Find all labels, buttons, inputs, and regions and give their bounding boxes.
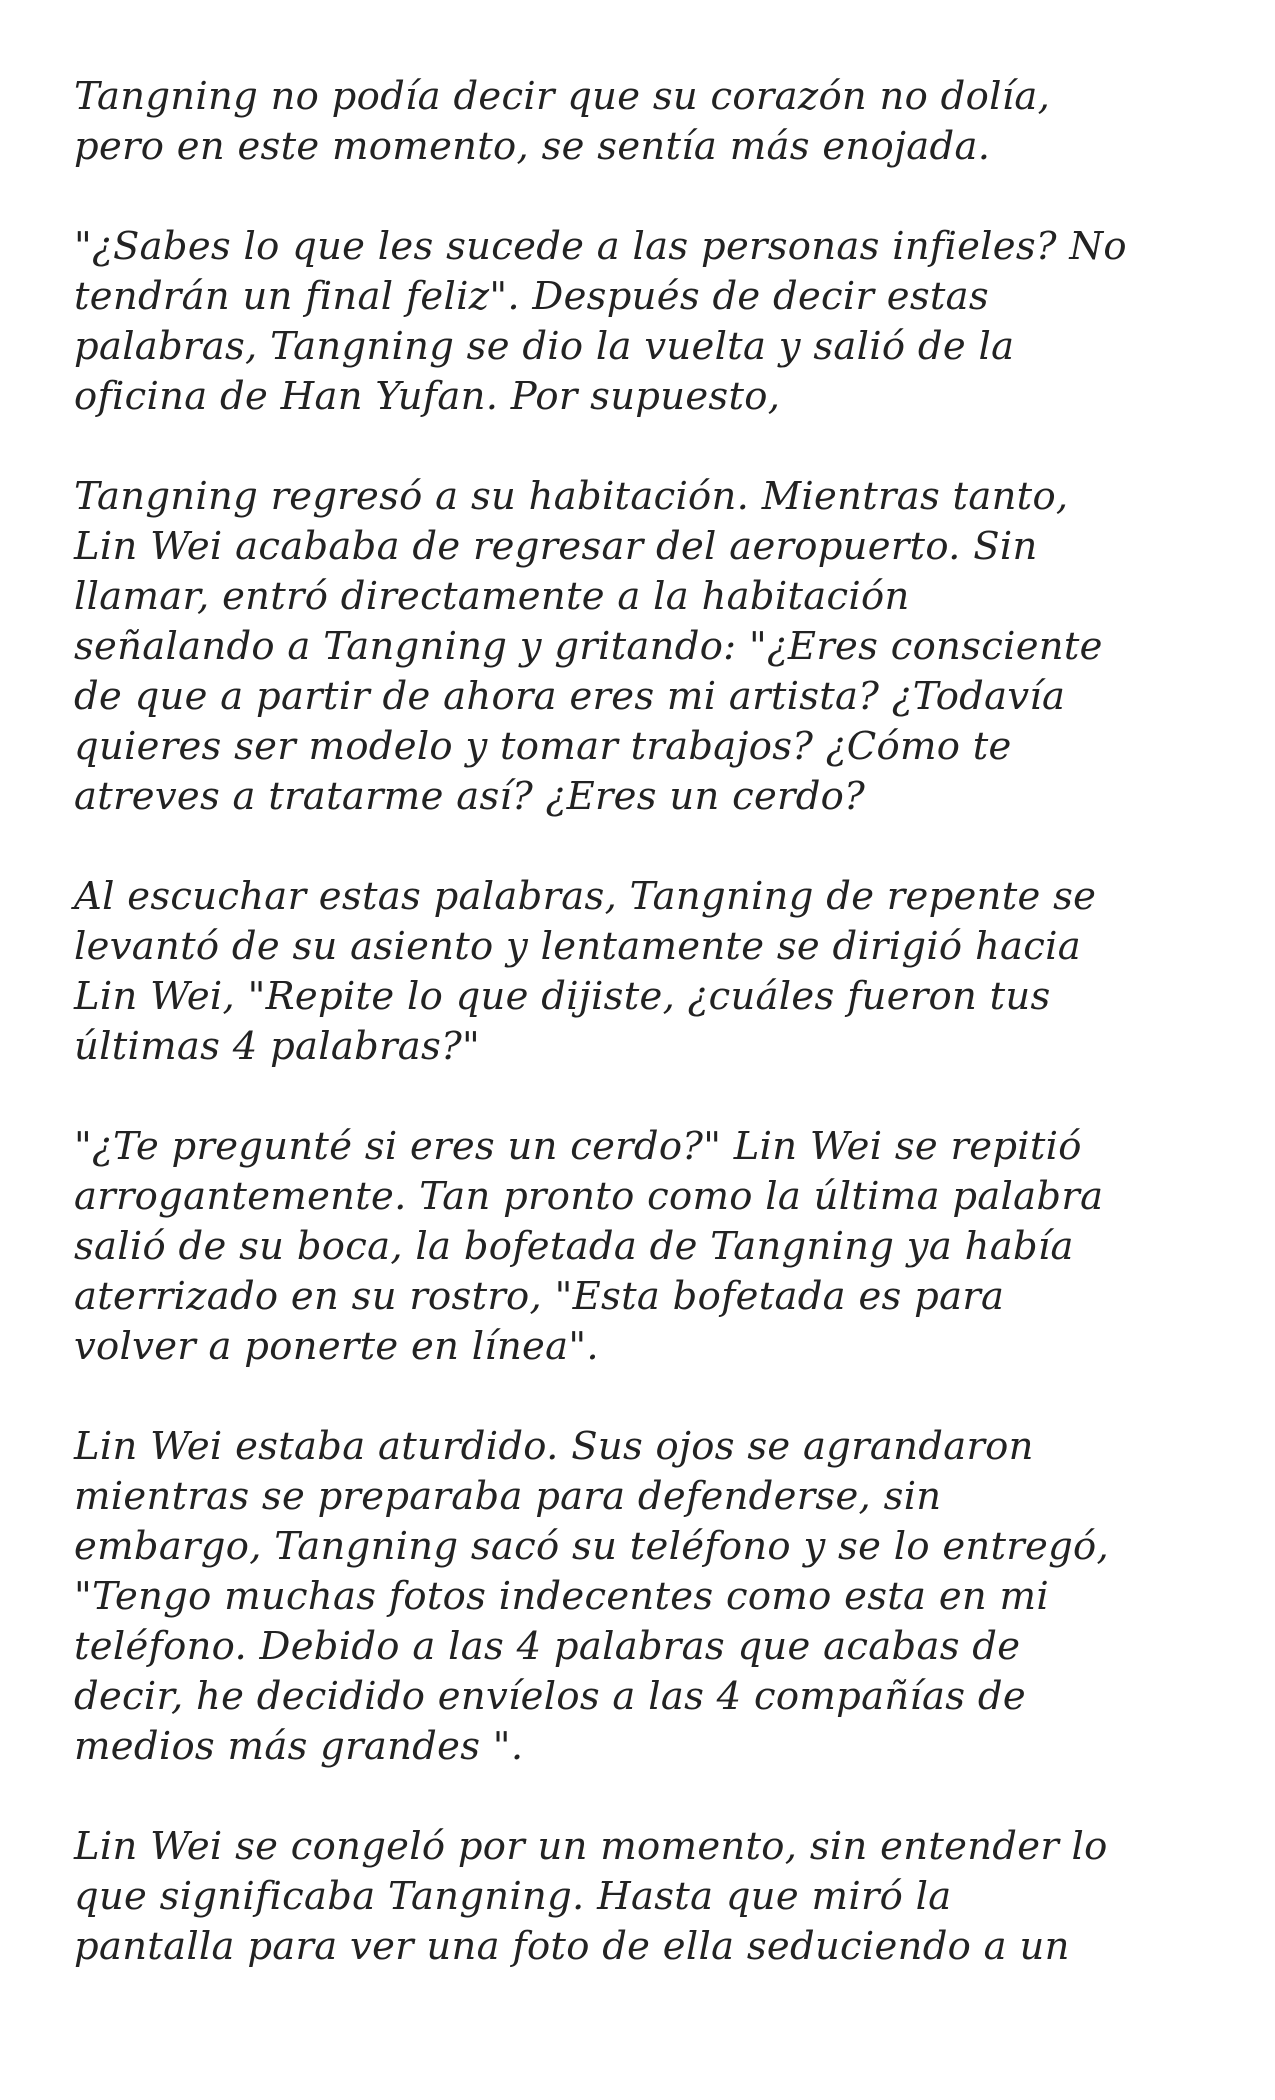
text-line: aterrizado en su rostro, "Esta bofetada es para: [74, 1274, 1005, 1319]
paragraph: [74, 1122, 1224, 1372]
text-line: pantalla para ver una foto de ella seduciendo a un: [74, 1924, 1070, 1969]
text-line: arrogantemente. Tan pronto como la última palabra: [74, 1174, 1104, 1219]
paragraph: [74, 472, 1224, 822]
text-line: medios más grandes ".: [74, 1724, 524, 1769]
text-line: señalando a Tangning y gritando: "¿Eres consciente: [74, 624, 1103, 669]
text-line: de que a partir de ahora eres mi artista? ¿Todavía: [74, 674, 1066, 719]
text-line: Tangning regresó a su habitación. Mientras tanto,: [74, 474, 1069, 519]
text-line: embargo, Tangning sacó su teléfono y se lo entregó,: [74, 1524, 1110, 1569]
text-line: palabras, Tangning se dio la vuelta y salió de la: [74, 324, 1015, 369]
document-body: [74, 72, 1224, 2022]
text-line: mientras se preparaba para defenderse, sin: [74, 1474, 942, 1519]
paragraph: [74, 222, 1224, 422]
text-line: pero en este momento, se sentía más enojada.: [74, 124, 991, 169]
text-line: volver a ponerte en línea".: [74, 1324, 599, 1369]
text-line: Al escuchar estas palabras, Tangning de repente se: [74, 874, 1097, 919]
text-line: tendrán un final feliz". Después de decir estas: [74, 274, 989, 319]
text-line: Lin Wei se congeló por un momento, sin entender lo: [74, 1824, 1108, 1869]
text-line: atreves a tratarme así? ¿Eres un cerdo?: [74, 774, 866, 819]
text-line: "¿Sabes lo que les sucede a las personas infieles? No: [74, 224, 1127, 269]
text-line: decir, he decidido envíelos a las 4 compañías de: [74, 1674, 1026, 1719]
paragraph: [74, 1422, 1224, 1772]
text-line: que significaba Tangning. Hasta que miró la: [74, 1874, 952, 1919]
text-line: últimas 4 palabras?": [74, 1024, 481, 1069]
text-line: Lin Wei estaba aturdido. Sus ojos se agrandaron: [74, 1424, 1034, 1469]
text-line: Lin Wei acababa de regresar del aeropuerto. Sin: [74, 524, 1038, 569]
text-line: quieres ser modelo y tomar trabajos? ¿Cómo te: [74, 724, 1012, 769]
text-line: salió de su boca, la bofetada de Tangning ya había: [74, 1224, 1074, 1269]
text-line: llamar, entró directamente a la habitación: [74, 574, 910, 619]
paragraph: [74, 872, 1224, 1072]
text-line: teléfono. Debido a las 4 palabras que acabas de: [74, 1624, 1021, 1669]
text-line: Tangning no podía decir que su corazón no dolía,: [74, 74, 1051, 119]
text-line: oficina de Han Yufan. Por supuesto,: [74, 374, 781, 419]
text-line: Lin Wei, "Repite lo que dijiste, ¿cuáles fueron tus: [74, 974, 1051, 1019]
paragraph: [74, 1822, 1224, 1972]
paragraph: [74, 72, 1224, 172]
text-line: levantó de su asiento y lentamente se dirigió hacia: [74, 924, 1082, 969]
text-line: "Tengo muchas fotos indecentes como esta en mi: [74, 1574, 1049, 1619]
text-line: "¿Te pregunté si eres un cerdo?" Lin Wei se repitió: [74, 1124, 1082, 1169]
